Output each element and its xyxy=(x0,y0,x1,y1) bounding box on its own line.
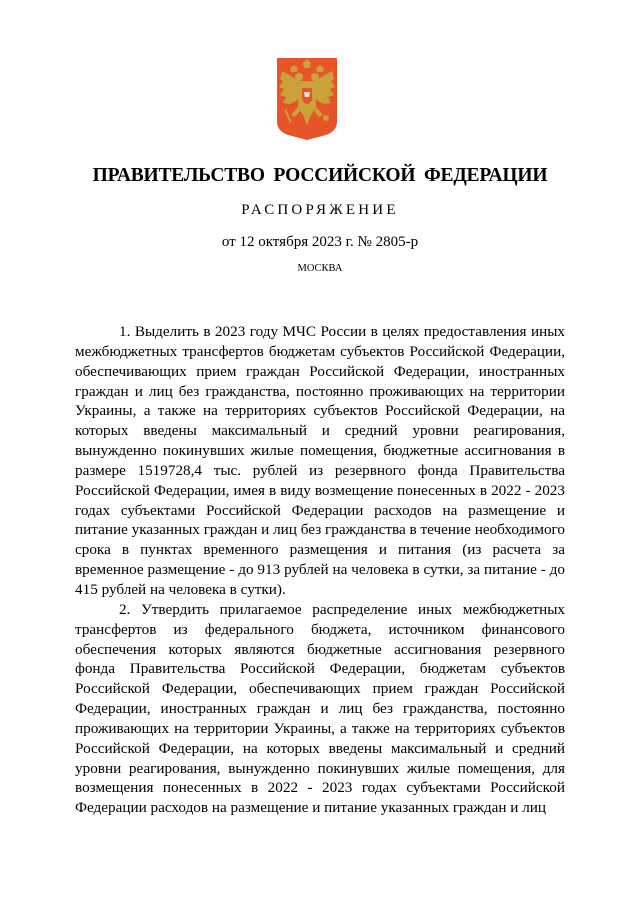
paragraph-1: 1. Выделить в 2023 году МЧС России в целях предоставления иных межбюджетных трансфертов бюджетам субъектов Российской Федерации, обеспечивающих прием граждан Российской Федерации, иностранных граждан и лиц без гражданства, постоянно проживающих на территории Украины, а также на территориях субъектов Российской Федерации, на которых введены максимальный и средний уровни реагирования, вынужденно покинувших жилые помещения, бюджетные ассигнования в размере 1519728,4 тыс. рублей из резервного фонда Правительства Российской Федерации, имея в виду возмещение понесенных в 2022 - 2023 годах субъектами Российской Федерации расходов на размещение и питание указанных граждан и лиц без гражданства в течение необходимого срока в пунктах временного размещения и питания (из расчета за временное размещение - до 913 рублей на человека в сутки, за питание - до 415 рублей на человека в сутки). xyxy=(75,323,565,598)
document-type: РАСПОРЯЖЕНИЕ xyxy=(241,202,399,218)
government-title: ПРАВИТЕЛЬСТВО РОССИЙСКОЙ ФЕДЕРАЦИИ xyxy=(92,165,548,186)
russian-coat-of-arms-icon xyxy=(276,57,338,141)
paragraph-2: 2. Утвердить прилагаемое распределение иных межбюджетных трансфертов из федерального бюджета, источником финансового обеспечения которых являются бюджетные ассигнования резервного фонда Правительства Российской Федерации, бюджетам субъектов Российской Федерации, обеспечивающих прием граждан Российской Федерации, иностранных граждан и лиц без гражданства, постоянно проживающих на территории Украины, а также на территориях субъектов Российской Федерации, на которых введены максимальный и средний уровни реагирования, вынужденно покинувших жилые помещения, для возмещения понесенных в 2022 - 2023 годах субъектами Российской Федерации расходов на размещение и питание указанных граждан и лиц xyxy=(75,600,565,817)
document-city: МОСКВА xyxy=(297,263,343,274)
document-body xyxy=(75,322,565,818)
document-date-number: от 12 октября 2023 г. № 2805-р xyxy=(221,234,419,250)
